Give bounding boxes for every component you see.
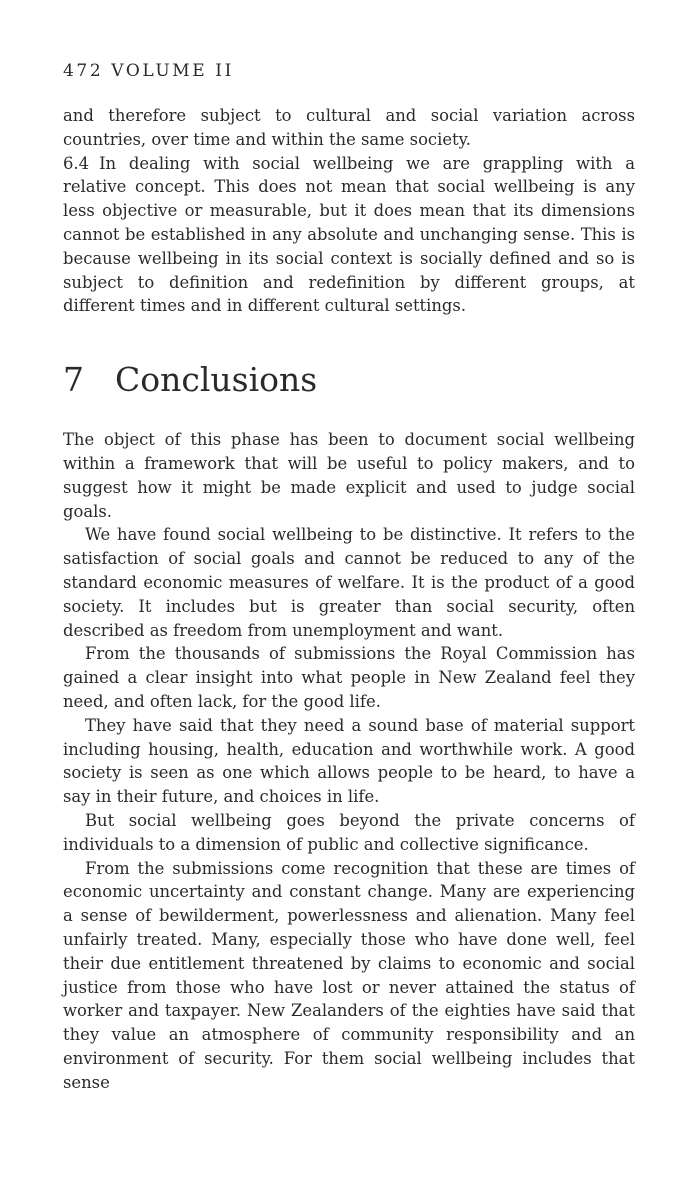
conclusions-paragraph: From the submissions come recognition that these are times of economic uncertainty and constant change. Many are experiencing a sense of bewilderment, powerlessness and alienation. Many feel unfairly treated. Many, especially those who have done well, feel their due entitlement threatened by claims to economic and social justice from those who have lost or never attained the status of worker and taxpayer. New Zealanders of the eighties have said that they value an atmosphere of community responsibility and an environment of security. For them social wellbeing includes that sense [63,858,635,1092]
conclusions-paragraph: The object of this phase has been to document social wellbeing within a framework that will be useful to policy makers, and to suggest how it might be made explicit and used to judge social goals. [63,430,635,521]
section-heading [63,360,635,400]
paragraph-continued: and therefore subject to cultural and social variation across countries, over time and within the same society. [63,106,635,149]
conclusions-paragraph: They have said that they need a sound base of material support including housing, health, education and worthwhile work. A good society is seen as one which allows people to be heard, to have a say in their future, and choices in life. [63,715,635,807]
section-title: Conclusions [115,360,318,400]
conclusions-paragraph: From the thousands of submissions the Royal Commission has gained a clear insight into what people in New Zealand feel they need, and often lack, for the good life. [63,644,635,711]
paragraph-6-4 [63,152,635,319]
paragraph-number: 6.4 [63,153,90,173]
section-number: 7 [63,360,84,400]
page [63,60,635,1094]
conclusions-paragraph: But social wellbeing goes beyond the private concerns of individuals to a dimension of public and collective significance. [63,810,635,854]
paragraph-text: In dealing with social wellbeing we are grappling with a relative concept. This does not mean that social wellbeing is any less objective or measurable, but it does mean that its dimensions cannot be established in any absolute and unchanging sense. This is because wellbeing in its social context is socially defined and so is subject to definition and redefinition by different groups, at different times and in different cultural settings. [63,153,635,316]
running-head: 472 VOLUME II [63,61,234,81]
conclusions-paragraph: We have found social wellbeing to be distinctive. It refers to the satisfaction of social goals and cannot be reduced to any of the standard economic measures of welfare. It is the product of a good society. It includes but is greater than social security, often described as freedom from unemployment and want. [63,525,635,640]
